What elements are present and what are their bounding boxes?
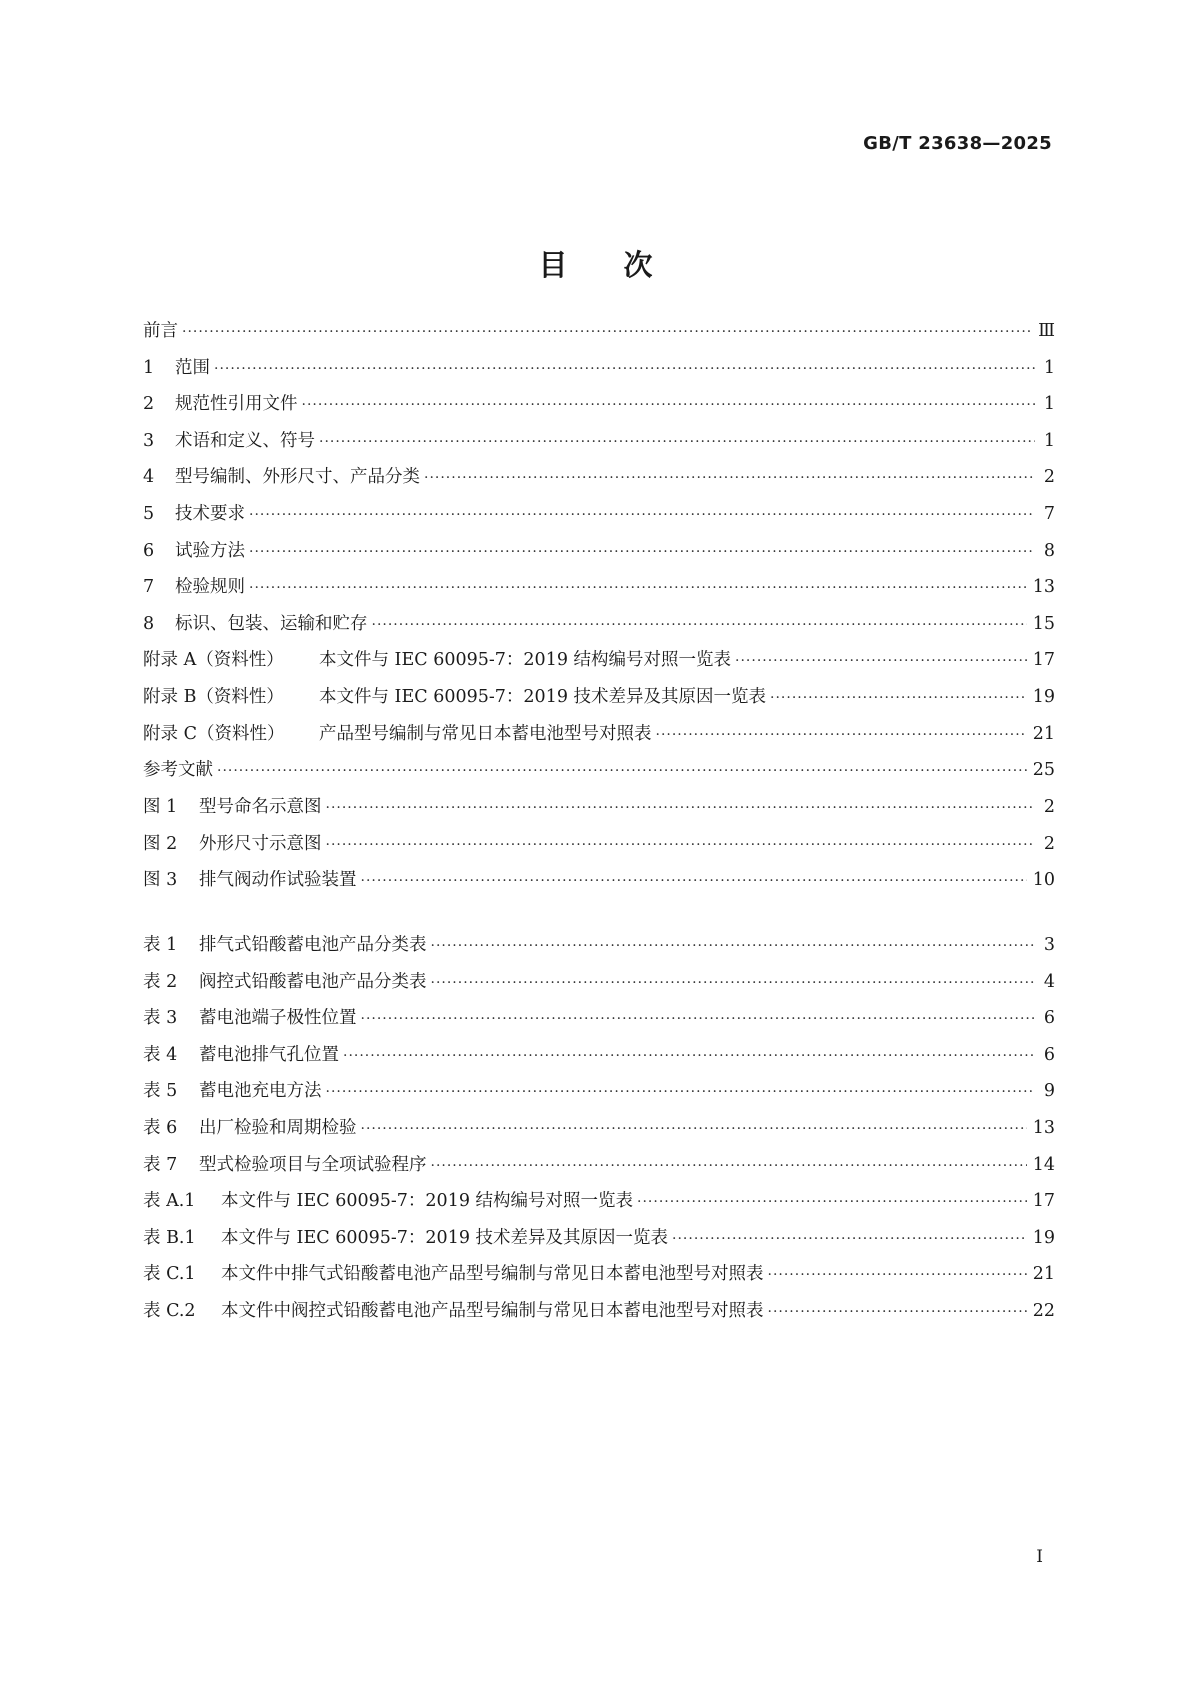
toc-leader-dots — [319, 424, 1035, 461]
toc-entry-number: 表 4 — [143, 1044, 178, 1065]
toc-entry-chapter-5[interactable] — [143, 496, 1055, 533]
toc-entry-number: 5 — [143, 503, 155, 524]
toc-entry-number: 7 — [143, 577, 155, 598]
toc-leader-dots — [637, 1184, 1027, 1221]
toc-entry-page: 21 — [1032, 1264, 1055, 1285]
toc-entry-page: 6 — [1043, 1044, 1055, 1065]
toc-entry-label: 蓄电池端子极性位置 — [199, 1008, 357, 1029]
toc-leader-dots — [361, 1111, 1027, 1148]
toc-entry-label: 规范性引用文件 — [175, 394, 298, 415]
toc-entry-label: 前言 — [143, 321, 178, 341]
toc-leader-dots — [361, 863, 1027, 900]
toc-entry-number: 图 1 — [143, 797, 178, 817]
toc-entry-page: 2 — [1043, 467, 1055, 488]
toc-entry-appendix-c[interactable] — [143, 716, 1055, 753]
toc-entry-page: 21 — [1032, 723, 1055, 744]
toc-entry-page: 4 — [1043, 971, 1055, 992]
toc-entry-label: 本文件与 IEC 60095-7：2019 结构编号对照一览表 — [319, 650, 732, 671]
toc-entry-page: 3 — [1043, 935, 1055, 955]
toc-entry-number: 8 — [143, 613, 155, 634]
toc-entry-label: 本文件与 IEC 60095-7：2019 技术差异及其原因一览表 — [221, 1227, 669, 1248]
toc-entry-figure-3[interactable] — [143, 862, 1055, 899]
toc-entry-table-a1[interactable] — [143, 1183, 1055, 1220]
toc-entry-number: 表 6 — [143, 1117, 178, 1138]
toc-leader-dots — [770, 680, 1027, 717]
toc-entry-number: 附录 C（资料性） — [143, 723, 285, 744]
toc-entry-chapter-4[interactable] — [143, 459, 1055, 496]
toc-entry-number: 4 — [143, 467, 155, 488]
toc-chapters — [143, 313, 1055, 789]
toc-entry-label: 出厂检验和周期检验 — [199, 1117, 357, 1138]
toc-entry-number: 表 C.1 — [143, 1264, 196, 1285]
toc-entry-chapter-8[interactable] — [143, 606, 1055, 643]
toc-entry-label: 产品型号编制与常见日本蓄电池型号对照表 — [319, 723, 652, 744]
toc-entry-table-4[interactable] — [143, 1037, 1055, 1074]
toc-entry-page: 19 — [1032, 1227, 1055, 1248]
toc-leader-dots — [249, 497, 1035, 534]
toc-entry-table-c1[interactable] — [143, 1256, 1055, 1293]
toc-entry-label: 蓄电池充电方法 — [199, 1081, 322, 1102]
toc-entry-label: 型号编制、外形尺寸、产品分类 — [175, 467, 420, 488]
toc-entry-page: 17 — [1032, 650, 1055, 671]
toc-entry-page: 2 — [1043, 833, 1055, 854]
toc-entry-number: 1 — [143, 357, 155, 378]
toc-entry-label: 本文件中阀控式铅酸蓄电池产品型号编制与常见日本蓄电池型号对照表 — [221, 1300, 764, 1321]
toc-entry-page: 19 — [1032, 686, 1055, 707]
toc-entry-table-2[interactable] — [143, 964, 1055, 1001]
toc-leader-dots — [343, 1038, 1035, 1075]
toc-entry-chapter-1[interactable] — [143, 350, 1055, 387]
toc-entry-page: 10 — [1032, 870, 1055, 891]
toc-entry-number: 表 1 — [143, 935, 178, 955]
toc-entry-label: 检验规则 — [175, 577, 245, 598]
toc-entry-number: 图 2 — [143, 833, 178, 854]
toc-entry-page: 14 — [1032, 1154, 1055, 1175]
toc-leader-dots — [672, 1221, 1027, 1258]
toc-entry-number: 表 7 — [143, 1154, 178, 1175]
toc-entry-page: 7 — [1043, 503, 1055, 524]
toc-entry-page: Ⅲ — [1038, 321, 1055, 341]
toc-leader-dots — [431, 965, 1036, 1002]
toc-entry-number: 表 B.1 — [143, 1227, 196, 1248]
toc-entry-page: 1 — [1043, 430, 1055, 451]
toc-entry-number: 图 3 — [143, 870, 178, 891]
toc-leader-dots — [361, 1001, 1036, 1038]
toc-entry-number: 表 A.1 — [143, 1191, 196, 1212]
toc-entry-figure-2[interactable] — [143, 826, 1055, 863]
toc-entry-page: 17 — [1032, 1191, 1055, 1212]
toc-entry-label: 术语和定义、符号 — [175, 430, 315, 451]
toc-entry-label: 型式检验项目与全项试验程序 — [199, 1154, 427, 1175]
toc-entry-figure-1[interactable] — [143, 789, 1055, 826]
toc-entry-page: 25 — [1032, 760, 1055, 781]
toc-entry-page: 1 — [1043, 357, 1055, 378]
toc-leader-dots — [326, 790, 1036, 827]
toc-entry-table-b1[interactable] — [143, 1220, 1055, 1257]
toc-entry-table-c2[interactable] — [143, 1293, 1055, 1330]
toc-entry-label: 排气阀动作试验装置 — [199, 870, 357, 891]
toc-entry-number: 表 5 — [143, 1081, 178, 1102]
toc-leader-dots — [217, 753, 1027, 790]
toc-entry-table-3[interactable] — [143, 1000, 1055, 1037]
toc-entry-number: 3 — [143, 430, 155, 451]
toc-tables — [143, 927, 1055, 1330]
toc-entry-label: 阀控式铅酸蓄电池产品分类表 — [199, 971, 427, 992]
toc-leader-dots — [431, 928, 1036, 965]
toc-entry-label: 本文件与 IEC 60095-7：2019 结构编号对照一览表 — [221, 1191, 634, 1212]
toc-entry-number: 附录 A（资料性） — [143, 650, 284, 671]
toc-entry-label: 排气式铅酸蓄电池产品分类表 — [199, 935, 427, 955]
toc-leader-dots — [424, 460, 1035, 497]
toc-entry-table-7[interactable] — [143, 1147, 1055, 1184]
toc-entry-table-5[interactable] — [143, 1073, 1055, 1110]
toc-leader-dots — [182, 314, 1032, 351]
toc-entry-number: 6 — [143, 540, 155, 561]
toc-entry-appendix-a[interactable] — [143, 642, 1055, 679]
toc-entry-label: 本文件中排气式铅酸蓄电池产品型号编制与常见日本蓄电池型号对照表 — [221, 1264, 764, 1285]
toc-entry-label: 技术要求 — [175, 503, 245, 524]
toc-entry-label: 参考文献 — [143, 760, 213, 781]
toc-entry-label: 型号命名示意图 — [199, 797, 322, 817]
toc-leader-dots — [249, 570, 1027, 607]
toc-entry-table-6[interactable] — [143, 1110, 1055, 1147]
toc-entry-label: 范围 — [175, 357, 210, 378]
toc-entry-page: 8 — [1043, 540, 1055, 561]
toc-leader-dots — [214, 351, 1035, 388]
toc-entry-number: 附录 B（资料性） — [143, 686, 284, 707]
toc-entry-page: 2 — [1043, 797, 1055, 817]
toc-entry-number: 2 — [143, 394, 155, 415]
toc-leader-dots — [768, 1257, 1027, 1294]
toc-leader-dots — [302, 387, 1036, 424]
toc-entry-page: 6 — [1043, 1008, 1055, 1029]
toc-leader-dots — [326, 827, 1036, 864]
toc-figures — [143, 789, 1055, 899]
toc-leader-dots — [735, 643, 1027, 680]
toc-entry-number: 表 3 — [143, 1008, 178, 1029]
toc-entry-label: 试验方法 — [175, 540, 245, 561]
toc-leader-dots — [768, 1294, 1027, 1331]
toc-entry-page: 13 — [1032, 577, 1055, 598]
toc-entry-number: 表 2 — [143, 971, 178, 992]
page-number: I — [1036, 1547, 1043, 1567]
toc-leader-dots — [249, 534, 1035, 571]
toc-entry-chapter-3[interactable] — [143, 423, 1055, 460]
toc-entry-foreword[interactable] — [143, 313, 1055, 350]
toc-entry-page: 15 — [1032, 613, 1055, 634]
toc-entry-label: 标识、包装、运输和贮存 — [175, 613, 368, 634]
toc-leader-dots — [326, 1074, 1036, 1111]
standard-number: GB/T 23638—2025 — [863, 133, 1052, 154]
page-title: 目次 — [538, 248, 709, 282]
toc-entry-page: 9 — [1043, 1081, 1055, 1102]
toc-entry-table-1[interactable] — [143, 927, 1055, 964]
toc-entry-label: 本文件与 IEC 60095-7：2019 技术差异及其原因一览表 — [319, 686, 767, 707]
toc-entry-page: 1 — [1043, 394, 1055, 415]
toc-entry-page: 13 — [1032, 1117, 1055, 1138]
toc-leader-dots — [656, 717, 1027, 754]
toc-entry-chapter-7[interactable] — [143, 569, 1055, 606]
toc-entry-chapter-2[interactable] — [143, 386, 1055, 423]
toc-entry-number: 表 C.2 — [143, 1300, 196, 1321]
toc-entry-page: 22 — [1032, 1300, 1055, 1321]
toc-entry-label: 蓄电池排气孔位置 — [199, 1044, 339, 1065]
toc-entry-bibliography[interactable] — [143, 752, 1055, 789]
toc-entry-chapter-6[interactable] — [143, 533, 1055, 570]
toc-entry-appendix-b[interactable] — [143, 679, 1055, 716]
toc-entry-label: 外形尺寸示意图 — [199, 833, 322, 854]
toc-leader-dots — [431, 1148, 1027, 1185]
toc-leader-dots — [372, 607, 1027, 644]
